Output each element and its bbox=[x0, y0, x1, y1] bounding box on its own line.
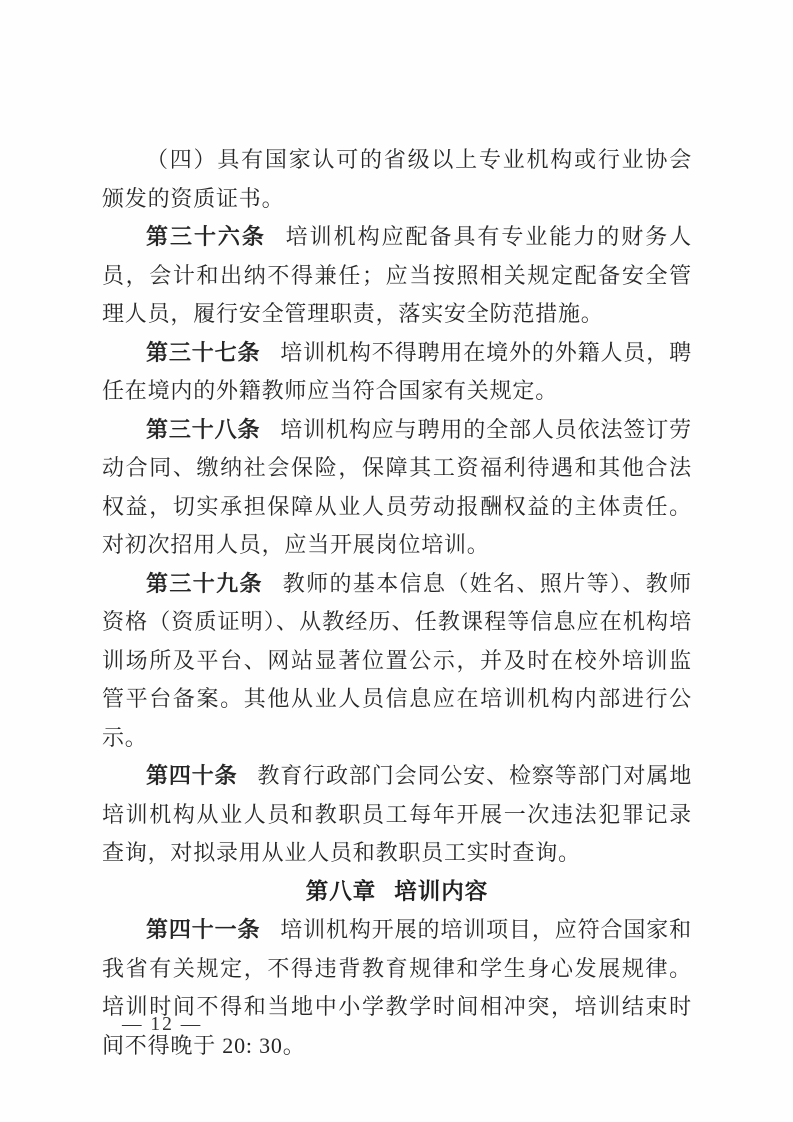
article-text: 培训机构开展的培训项目，应符合国家和我省有关规定，不得违背教育规律和学生身心发展规律。培训时间不得和当地中小学教学时间相冲突，培训结束时间不得晚于 20: 30。 bbox=[102, 917, 692, 1058]
paragraph-article-37 bbox=[102, 334, 692, 411]
document-body bbox=[102, 141, 692, 1065]
chapter-title: 培训内容 bbox=[394, 878, 489, 904]
article-text: 培训机构应与聘用的全部人员依法签订劳动合同、缴纳社会保险，保障其工资福利待遇和其他合法权益，切实承担保障从业人员劳动报酬权益的主体责任。对初次招用人员，应当开展岗位培训。 bbox=[102, 416, 692, 557]
page-footer bbox=[122, 1014, 202, 1036]
page-number: — 12 — bbox=[122, 1014, 203, 1035]
article-number: 第三十八条 bbox=[146, 416, 261, 442]
paragraph-clause-4 bbox=[102, 141, 692, 218]
chapter-heading bbox=[102, 873, 692, 912]
paragraph-text: （四）具有国家认可的省级以上专业机构或行业协会颁发的资质证书。 bbox=[102, 147, 692, 211]
paragraph-article-36 bbox=[102, 218, 692, 334]
paragraph-article-40 bbox=[102, 757, 692, 873]
article-text: 培训机构应配备具有专业能力的财务人员，会计和出纳不得兼任；应当按照相关规定配备安全管理人员，履行安全管理职责，落实安全防范措施。 bbox=[102, 224, 692, 326]
chapter-number: 第八章 bbox=[305, 878, 377, 904]
article-text: 教师的基本信息（姓名、照片等）、教师资格（资质证明）、从教经历、任教课程等信息应在机构培训场所及平台、网站显著位置公示，并及时在校外培训监管平台备案。其他从业人员信息应在培训机构内部进行公示。 bbox=[102, 570, 692, 750]
article-text: 教育行政部门会同公安、检察等部门对属地培训机构从业人员和教职员工每年开展一次违法犯罪记录查询，对拟录用从业人员和教职员工实时查询。 bbox=[102, 763, 692, 865]
article-text: 培训机构不得聘用在境外的外籍人员，聘任在境内的外籍教师应当符合国家有关规定。 bbox=[102, 339, 692, 403]
paragraph-article-38 bbox=[102, 411, 692, 565]
article-number: 第四十条 bbox=[146, 763, 238, 788]
article-number: 第三十六条 bbox=[146, 224, 266, 249]
article-number: 第四十一条 bbox=[146, 917, 261, 942]
article-number: 第三十九条 bbox=[146, 570, 263, 596]
paragraph-article-41 bbox=[102, 911, 692, 1065]
paragraph-article-39 bbox=[102, 565, 692, 758]
article-number: 第三十七条 bbox=[146, 339, 261, 365]
